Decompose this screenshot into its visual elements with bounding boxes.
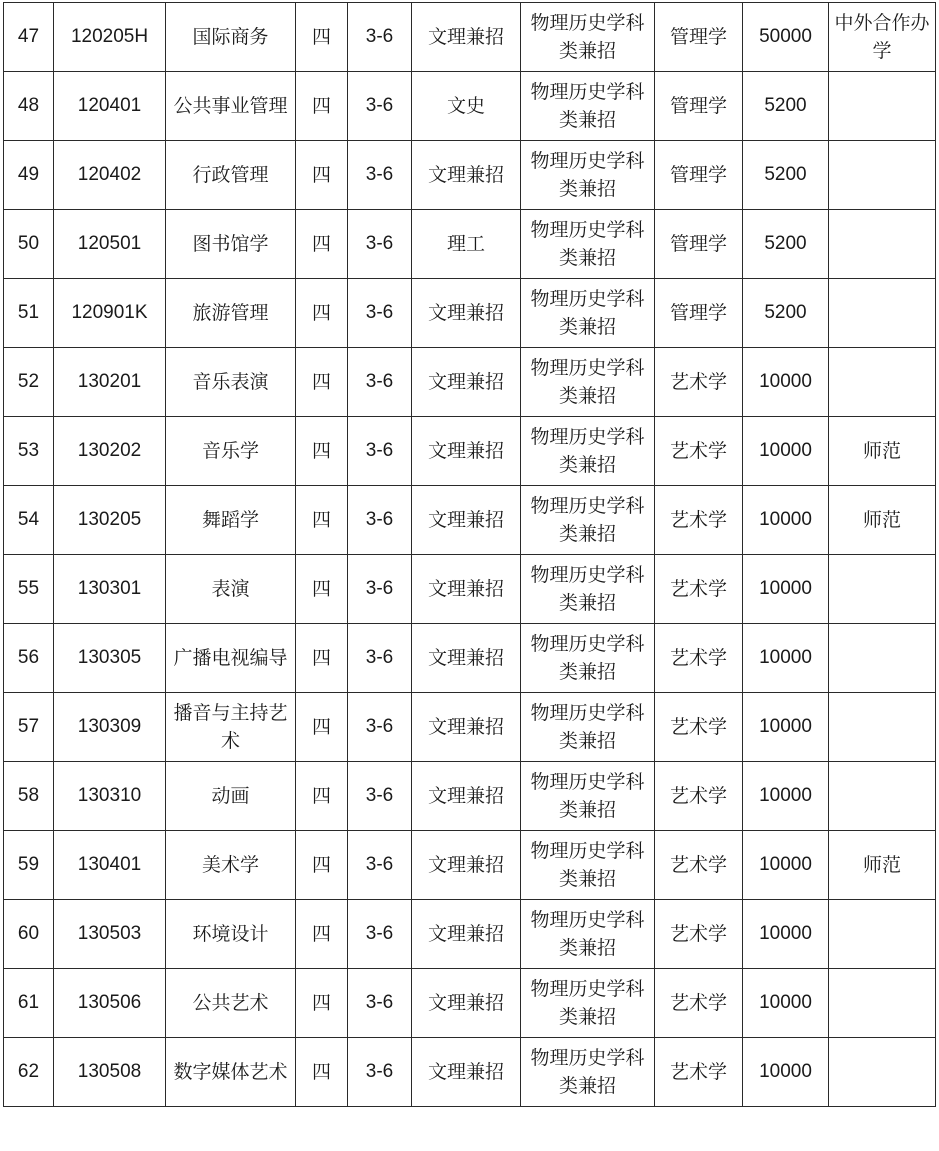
subject-requirement-cell: 物理历史学科类兼招	[521, 900, 655, 969]
study-duration-cell: 3-6	[348, 3, 412, 72]
study-duration-cell: 3-6	[348, 1038, 412, 1107]
schooling-years-cell: 四	[296, 969, 348, 1038]
subject-requirement-cell: 物理历史学科类兼招	[521, 831, 655, 900]
subject-requirement-cell: 物理历史学科类兼招	[521, 486, 655, 555]
admissions-table	[3, 2, 936, 1107]
major-code-cell: 120402	[54, 141, 166, 210]
row-number-cell: 49	[4, 141, 54, 210]
table-row	[4, 831, 936, 900]
tuition-fee-cell: 10000	[743, 348, 829, 417]
major-code-cell: 130310	[54, 762, 166, 831]
discipline-cell: 艺术学	[655, 900, 743, 969]
schooling-years-cell: 四	[296, 279, 348, 348]
subject-requirement-cell: 物理历史学科类兼招	[521, 555, 655, 624]
major-code-cell: 130401	[54, 831, 166, 900]
study-duration-cell: 3-6	[348, 762, 412, 831]
row-number-cell: 57	[4, 693, 54, 762]
schooling-years-cell: 四	[296, 3, 348, 72]
enrollment-category-cell: 文理兼招	[412, 486, 521, 555]
discipline-cell: 艺术学	[655, 1038, 743, 1107]
note-cell: 师范	[829, 486, 936, 555]
major-name-cell: 旅游管理	[166, 279, 296, 348]
note-cell: 师范	[829, 417, 936, 486]
schooling-years-cell: 四	[296, 831, 348, 900]
admissions-table-container	[3, 2, 935, 1107]
table-row	[4, 279, 936, 348]
major-name-cell: 广播电视编导	[166, 624, 296, 693]
row-number-cell: 50	[4, 210, 54, 279]
major-name-cell: 数字媒体艺术	[166, 1038, 296, 1107]
row-number-cell: 52	[4, 348, 54, 417]
note-cell	[829, 969, 936, 1038]
tuition-fee-cell: 5200	[743, 141, 829, 210]
schooling-years-cell: 四	[296, 762, 348, 831]
major-name-cell: 公共艺术	[166, 969, 296, 1038]
study-duration-cell: 3-6	[348, 900, 412, 969]
major-code-cell: 130309	[54, 693, 166, 762]
row-number-cell: 62	[4, 1038, 54, 1107]
schooling-years-cell: 四	[296, 693, 348, 762]
row-number-cell: 53	[4, 417, 54, 486]
major-name-cell: 美术学	[166, 831, 296, 900]
discipline-cell: 艺术学	[655, 555, 743, 624]
major-code-cell: 130506	[54, 969, 166, 1038]
table-row	[4, 141, 936, 210]
enrollment-category-cell: 文理兼招	[412, 417, 521, 486]
table-row	[4, 762, 936, 831]
discipline-cell: 艺术学	[655, 417, 743, 486]
major-code-cell: 130503	[54, 900, 166, 969]
note-cell	[829, 141, 936, 210]
schooling-years-cell: 四	[296, 900, 348, 969]
enrollment-category-cell: 文理兼招	[412, 279, 521, 348]
schooling-years-cell: 四	[296, 417, 348, 486]
tuition-fee-cell: 10000	[743, 762, 829, 831]
major-code-cell: 120501	[54, 210, 166, 279]
tuition-fee-cell: 10000	[743, 969, 829, 1038]
tuition-fee-cell: 5200	[743, 279, 829, 348]
major-name-cell: 音乐表演	[166, 348, 296, 417]
tuition-fee-cell: 10000	[743, 1038, 829, 1107]
discipline-cell: 艺术学	[655, 831, 743, 900]
study-duration-cell: 3-6	[348, 279, 412, 348]
enrollment-category-cell: 文理兼招	[412, 969, 521, 1038]
discipline-cell: 艺术学	[655, 348, 743, 417]
table-row	[4, 486, 936, 555]
discipline-cell: 管理学	[655, 3, 743, 72]
major-name-cell: 国际商务	[166, 3, 296, 72]
enrollment-category-cell: 文理兼招	[412, 348, 521, 417]
discipline-cell: 艺术学	[655, 624, 743, 693]
study-duration-cell: 3-6	[348, 693, 412, 762]
tuition-fee-cell: 10000	[743, 624, 829, 693]
enrollment-category-cell: 文理兼招	[412, 693, 521, 762]
tuition-fee-cell: 5200	[743, 72, 829, 141]
row-number-cell: 61	[4, 969, 54, 1038]
study-duration-cell: 3-6	[348, 141, 412, 210]
note-cell	[829, 900, 936, 969]
discipline-cell: 管理学	[655, 279, 743, 348]
tuition-fee-cell: 10000	[743, 486, 829, 555]
schooling-years-cell: 四	[296, 210, 348, 279]
major-code-cell: 120205H	[54, 3, 166, 72]
major-name-cell: 播音与主持艺术	[166, 693, 296, 762]
subject-requirement-cell: 物理历史学科类兼招	[521, 417, 655, 486]
schooling-years-cell: 四	[296, 555, 348, 624]
enrollment-category-cell: 文理兼招	[412, 555, 521, 624]
row-number-cell: 59	[4, 831, 54, 900]
subject-requirement-cell: 物理历史学科类兼招	[521, 693, 655, 762]
table-row	[4, 1038, 936, 1107]
table-row	[4, 624, 936, 693]
enrollment-category-cell: 文理兼招	[412, 3, 521, 72]
discipline-cell: 艺术学	[655, 969, 743, 1038]
major-name-cell: 公共事业管理	[166, 72, 296, 141]
enrollment-category-cell: 文理兼招	[412, 831, 521, 900]
schooling-years-cell: 四	[296, 624, 348, 693]
note-cell	[829, 348, 936, 417]
note-cell	[829, 72, 936, 141]
study-duration-cell: 3-6	[348, 624, 412, 693]
enrollment-category-cell: 文理兼招	[412, 1038, 521, 1107]
table-row	[4, 693, 936, 762]
note-cell	[829, 693, 936, 762]
note-cell	[829, 555, 936, 624]
discipline-cell: 管理学	[655, 72, 743, 141]
enrollment-category-cell: 文史	[412, 72, 521, 141]
discipline-cell: 艺术学	[655, 693, 743, 762]
major-code-cell: 130305	[54, 624, 166, 693]
tuition-fee-cell: 5200	[743, 210, 829, 279]
tuition-fee-cell: 50000	[743, 3, 829, 72]
schooling-years-cell: 四	[296, 348, 348, 417]
table-row	[4, 210, 936, 279]
row-number-cell: 48	[4, 72, 54, 141]
enrollment-category-cell: 文理兼招	[412, 141, 521, 210]
schooling-years-cell: 四	[296, 486, 348, 555]
note-cell	[829, 762, 936, 831]
schooling-years-cell: 四	[296, 141, 348, 210]
major-name-cell: 动画	[166, 762, 296, 831]
table-row	[4, 417, 936, 486]
subject-requirement-cell: 物理历史学科类兼招	[521, 210, 655, 279]
subject-requirement-cell: 物理历史学科类兼招	[521, 762, 655, 831]
study-duration-cell: 3-6	[348, 348, 412, 417]
subject-requirement-cell: 物理历史学科类兼招	[521, 1038, 655, 1107]
subject-requirement-cell: 物理历史学科类兼招	[521, 3, 655, 72]
subject-requirement-cell: 物理历史学科类兼招	[521, 348, 655, 417]
schooling-years-cell: 四	[296, 72, 348, 141]
enrollment-category-cell: 文理兼招	[412, 624, 521, 693]
table-body	[4, 3, 936, 1107]
table-row	[4, 900, 936, 969]
enrollment-category-cell: 文理兼招	[412, 900, 521, 969]
discipline-cell: 管理学	[655, 141, 743, 210]
study-duration-cell: 3-6	[348, 555, 412, 624]
row-number-cell: 51	[4, 279, 54, 348]
tuition-fee-cell: 10000	[743, 555, 829, 624]
major-name-cell: 表演	[166, 555, 296, 624]
discipline-cell: 艺术学	[655, 486, 743, 555]
note-cell	[829, 210, 936, 279]
study-duration-cell: 3-6	[348, 969, 412, 1038]
tuition-fee-cell: 10000	[743, 900, 829, 969]
major-name-cell: 音乐学	[166, 417, 296, 486]
study-duration-cell: 3-6	[348, 72, 412, 141]
table-row	[4, 72, 936, 141]
note-cell	[829, 1038, 936, 1107]
major-code-cell: 130301	[54, 555, 166, 624]
note-cell	[829, 279, 936, 348]
discipline-cell: 管理学	[655, 210, 743, 279]
study-duration-cell: 3-6	[348, 210, 412, 279]
row-number-cell: 56	[4, 624, 54, 693]
row-number-cell: 60	[4, 900, 54, 969]
schooling-years-cell: 四	[296, 1038, 348, 1107]
table-row	[4, 3, 936, 72]
tuition-fee-cell: 10000	[743, 693, 829, 762]
enrollment-category-cell: 文理兼招	[412, 762, 521, 831]
tuition-fee-cell: 10000	[743, 417, 829, 486]
major-name-cell: 行政管理	[166, 141, 296, 210]
row-number-cell: 55	[4, 555, 54, 624]
major-name-cell: 环境设计	[166, 900, 296, 969]
major-code-cell: 130201	[54, 348, 166, 417]
subject-requirement-cell: 物理历史学科类兼招	[521, 72, 655, 141]
major-code-cell: 120901K	[54, 279, 166, 348]
major-code-cell: 130202	[54, 417, 166, 486]
major-code-cell: 130205	[54, 486, 166, 555]
study-duration-cell: 3-6	[348, 417, 412, 486]
enrollment-category-cell: 理工	[412, 210, 521, 279]
table-row	[4, 555, 936, 624]
major-code-cell: 130508	[54, 1038, 166, 1107]
subject-requirement-cell: 物理历史学科类兼招	[521, 279, 655, 348]
note-cell: 师范	[829, 831, 936, 900]
major-name-cell: 舞蹈学	[166, 486, 296, 555]
major-code-cell: 120401	[54, 72, 166, 141]
tuition-fee-cell: 10000	[743, 831, 829, 900]
row-number-cell: 54	[4, 486, 54, 555]
table-row	[4, 969, 936, 1038]
subject-requirement-cell: 物理历史学科类兼招	[521, 141, 655, 210]
discipline-cell: 艺术学	[655, 762, 743, 831]
row-number-cell: 58	[4, 762, 54, 831]
subject-requirement-cell: 物理历史学科类兼招	[521, 624, 655, 693]
row-number-cell: 47	[4, 3, 54, 72]
major-name-cell: 图书馆学	[166, 210, 296, 279]
note-cell: 中外合作办学	[829, 3, 936, 72]
subject-requirement-cell: 物理历史学科类兼招	[521, 969, 655, 1038]
table-row	[4, 348, 936, 417]
note-cell	[829, 624, 936, 693]
study-duration-cell: 3-6	[348, 831, 412, 900]
study-duration-cell: 3-6	[348, 486, 412, 555]
